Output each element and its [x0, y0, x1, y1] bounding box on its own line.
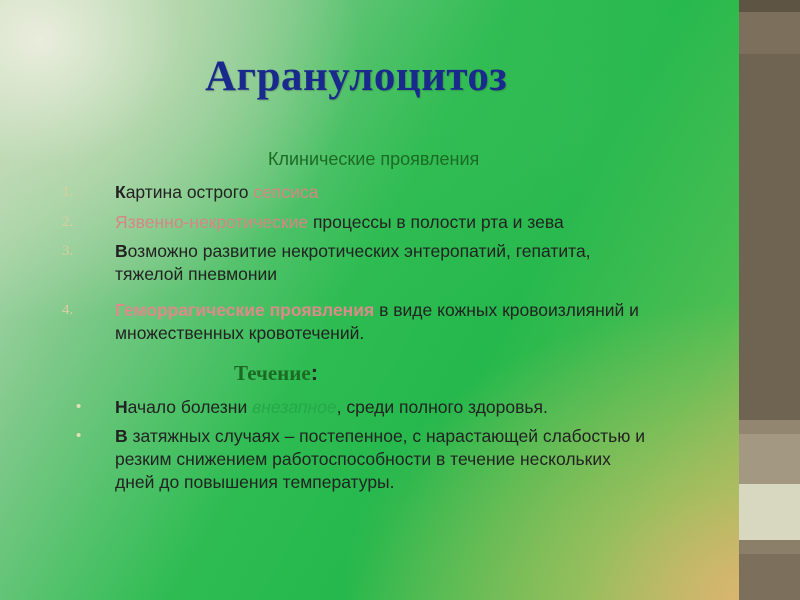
section-heading-clinical: Клинические проявления	[268, 149, 480, 169]
list-number: 2.	[62, 214, 74, 230]
list-number: 1.	[62, 184, 74, 200]
list-item: В затяжных случаях – постепенное, с нарастающей слабостью и резким снижением работоспособности в течение нескольких дней до повышения температуры.	[115, 426, 645, 492]
list-item: Начало болезни внезапное, среди полного здоровья.	[115, 397, 548, 417]
list-number: 4.	[62, 302, 74, 318]
bullet-icon: •	[76, 398, 82, 415]
list-item: Картина острого сепсиса	[115, 182, 319, 202]
list-number: 3.	[62, 243, 74, 259]
section-heading-course: Течение:	[234, 360, 319, 385]
list-item: Язвенно-некротические процессы в полости рта и зева	[115, 212, 564, 232]
slide-title: Агранулоцитоз	[205, 53, 508, 100]
list-item: Геморрагические проявления в виде кожных кровоизлияний и множественных кровотечений.	[115, 300, 639, 343]
list-item: Возможно развитие некротических энтеропатий, гепатита, тяжелой пневмонии	[115, 241, 591, 284]
bullet-icon: •	[76, 427, 82, 444]
